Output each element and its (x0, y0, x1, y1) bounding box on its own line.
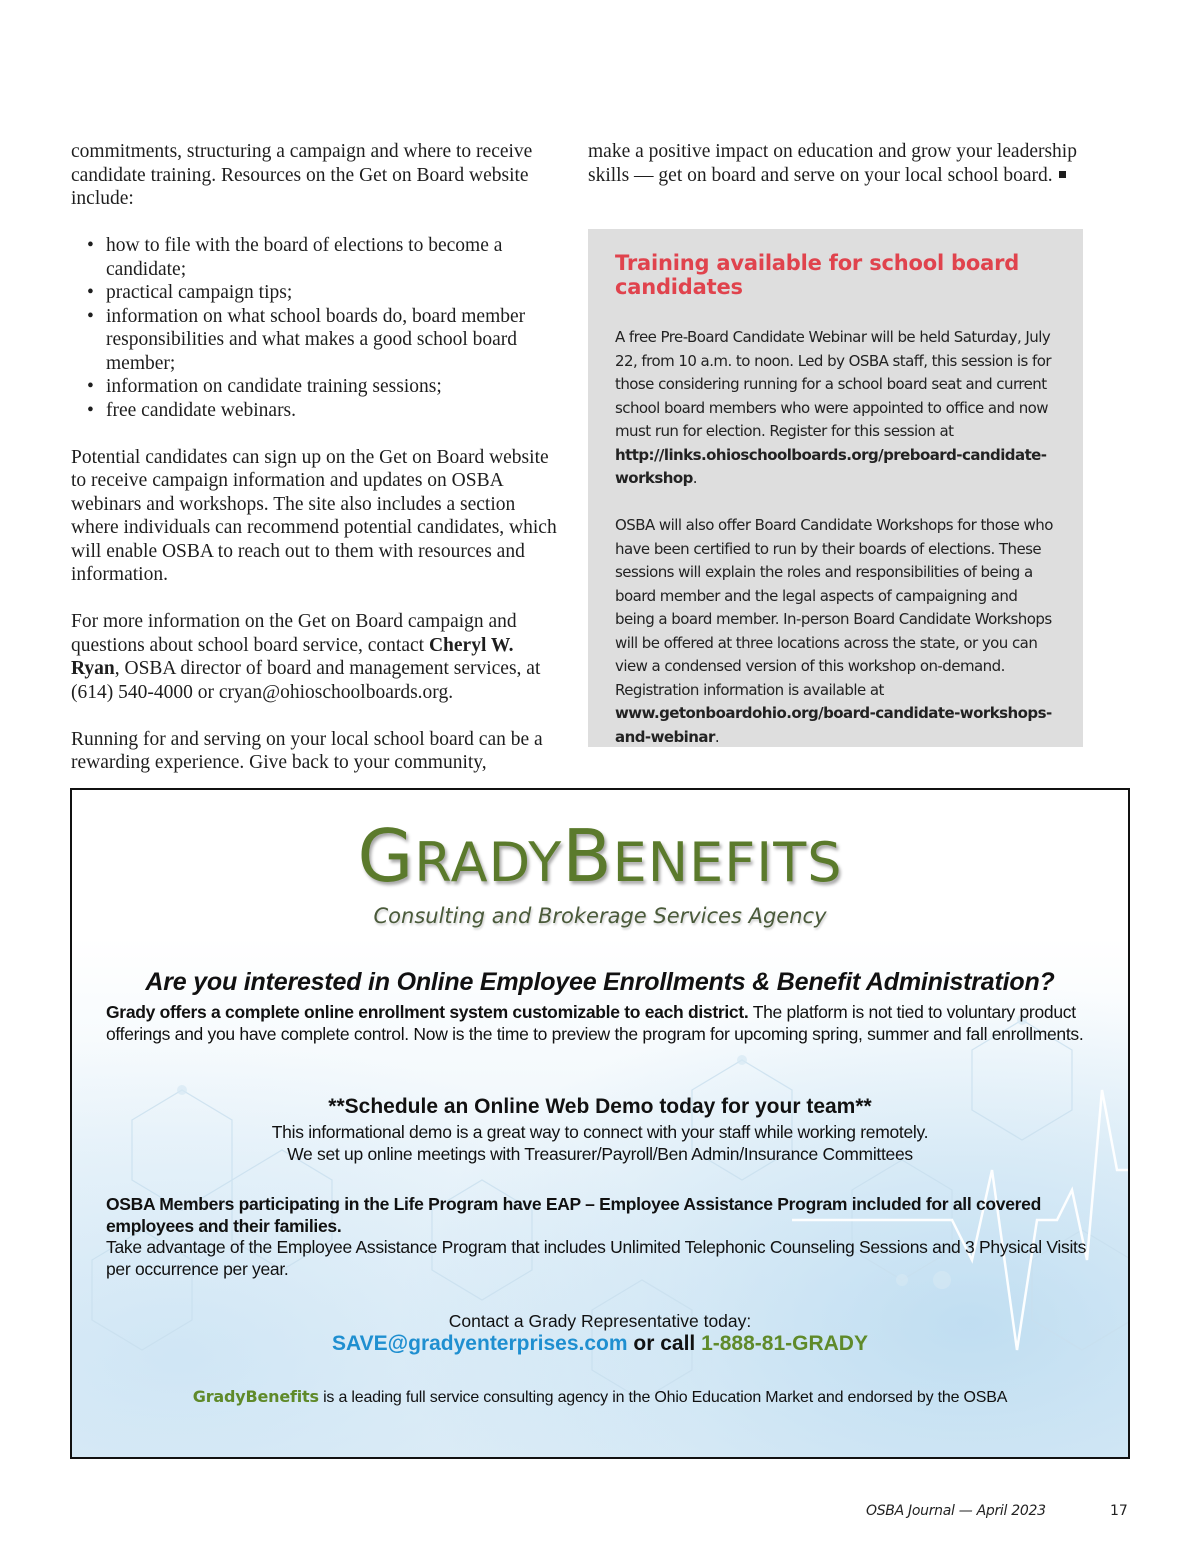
list-item: • free candidate webinars. (71, 399, 563, 423)
contact-line: Contact a Grady Representative today: (448, 1311, 752, 1331)
sidebar-paragraph (615, 326, 1057, 491)
logo-letters: ENEFITS (612, 831, 843, 894)
closing-text: make a positive impact on education and grow your leadership skills — get on board and serve on your local school board. (588, 141, 1077, 186)
article-paragraph (71, 610, 563, 704)
list-item: • information on what school boards do, board member responsibilities and what makes a good school board member; (71, 305, 563, 376)
ad-text: Take advantage of the Employee Assistance Program that includes Unlimited Telephonic Counseling Sessions and 3 Physical Visits per occurrence per year. (106, 1237, 1087, 1279)
article-paragraph: commitments, structuring a campaign and where to receive candidate training. Resources on the Get on Board website include: (71, 141, 533, 209)
ad-paragraph (106, 1194, 1106, 1280)
brand-part: Benefits (245, 1387, 319, 1406)
sidebar-text: A free Pre-Board Candidate Webinar will be held Saturday, July 22, from 10 a.m. to noon. Led by OSBA staff, this session is for those considering running for a school board seat and current school board members who were appointed to office and now must run for election. Register for this session at (615, 328, 1052, 440)
article-paragraph (588, 140, 1083, 187)
grady-benefits-advertisement (70, 788, 1130, 1459)
journal-footer: OSBA Journal — April 2023 (866, 1503, 1046, 1519)
ad-text: The platform is not tied to voluntary product offerings and you have complete control. Now is the time to preview the program for upcoming spring, summer and fall enrollments. (106, 1002, 1084, 1044)
logo-letter: B (562, 814, 613, 898)
email-link[interactable]: SAVE@gradyenterprises.com (332, 1332, 628, 1355)
ad-paragraph (106, 1002, 1106, 1045)
ad-bold-text: OSBA Members participating in the Life Program have EAP – Employee Assistance Program included for all covered employees and their families. (106, 1194, 1041, 1236)
sidebar-paragraph (615, 514, 1057, 749)
article-paragraph: Running for and serving on your local school board can be a rewarding experience. Give back to your community, (71, 728, 543, 773)
sidebar-text: . (692, 469, 698, 487)
list-item: • practical campaign tips; (71, 281, 563, 305)
ad-footer-text: is a leading full service consulting agency in the Ohio Education Market and endorsed by the OSBA (318, 1389, 1008, 1406)
logo-tagline: Consulting and Brokerage Services Agency (373, 904, 827, 928)
demo-line: This informational demo is a great way to connect with your staff while working remotely. (271, 1122, 929, 1142)
resources-list (71, 234, 563, 422)
logo-letters: RADY (414, 831, 563, 894)
article-right-column (588, 140, 1083, 187)
phone-link[interactable]: 1-888-81-GRADY (701, 1332, 868, 1355)
contact-name: Cheryl W. Ryan (71, 634, 514, 679)
page-number: 17 (1110, 1503, 1128, 1519)
ad-footer (72, 1387, 1128, 1407)
sidebar-title: Training available for school board candidates (615, 251, 1020, 299)
grady-benefits-logo (72, 814, 1128, 898)
list-item: • information on candidate training sessions; (71, 375, 563, 399)
brand-name (193, 1387, 319, 1406)
logo-letter: G (357, 814, 415, 898)
contact-text: , OSBA director of board and management services, at (614) 540-4000 or cryan@ohioschoolboards.org. (71, 658, 541, 703)
contact-details (72, 1332, 1128, 1356)
demo-line: We set up online meetings with Treasurer/Payroll/Ben Admin/Insurance Committees (287, 1144, 913, 1164)
training-sidebar (588, 229, 1083, 747)
sidebar-text: OSBA will also offer Board Candidate Workshops for those who have been certified to run by their boards of elections. These sessions will explain the roles and responsibilities of being a board member and the legal aspects of campaigning and being a board member. In-person Board Candidate Workshops will be offered at three locations across the state, or you can view a condensed version of this workshop on-demand. Registration information is available at (615, 516, 1053, 699)
sidebar-text: . (714, 727, 720, 746)
end-of-article-mark (1059, 171, 1066, 178)
demo-heading: **Schedule an Online Web Demo today for your team** (328, 1095, 872, 1118)
contact-text: For more information on the Get on Board campaign and questions about school board service, contact (71, 611, 517, 656)
ad-heading: Are you interested in Online Employee Enrollments & Benefit Administration? (145, 968, 1055, 996)
list-item: • how to file with the board of elections to become a candidate; (71, 234, 563, 281)
or-call-text: or call (627, 1332, 702, 1355)
brand-part: Grady (192, 1387, 246, 1406)
article-left-column (71, 140, 563, 798)
article-paragraph: Potential candidates can sign up on the Get on Board website to receive campaign information and updates on OSBA webinars and workshops. The site also includes a section where individuals can recommend potential candidates, which will enable OSBA to reach out to them with resources and information. (71, 446, 557, 585)
workshops-link[interactable]: www.getonboardohio.org/board-candidate-workshops-and-webinar (615, 704, 1052, 746)
ad-bold-text: Grady offers a complete online enrollment system customizable to each district. (106, 1002, 749, 1022)
webinar-link[interactable]: http://links.ohioschoolboards.org/preboard-candidate-workshop (615, 445, 1047, 487)
